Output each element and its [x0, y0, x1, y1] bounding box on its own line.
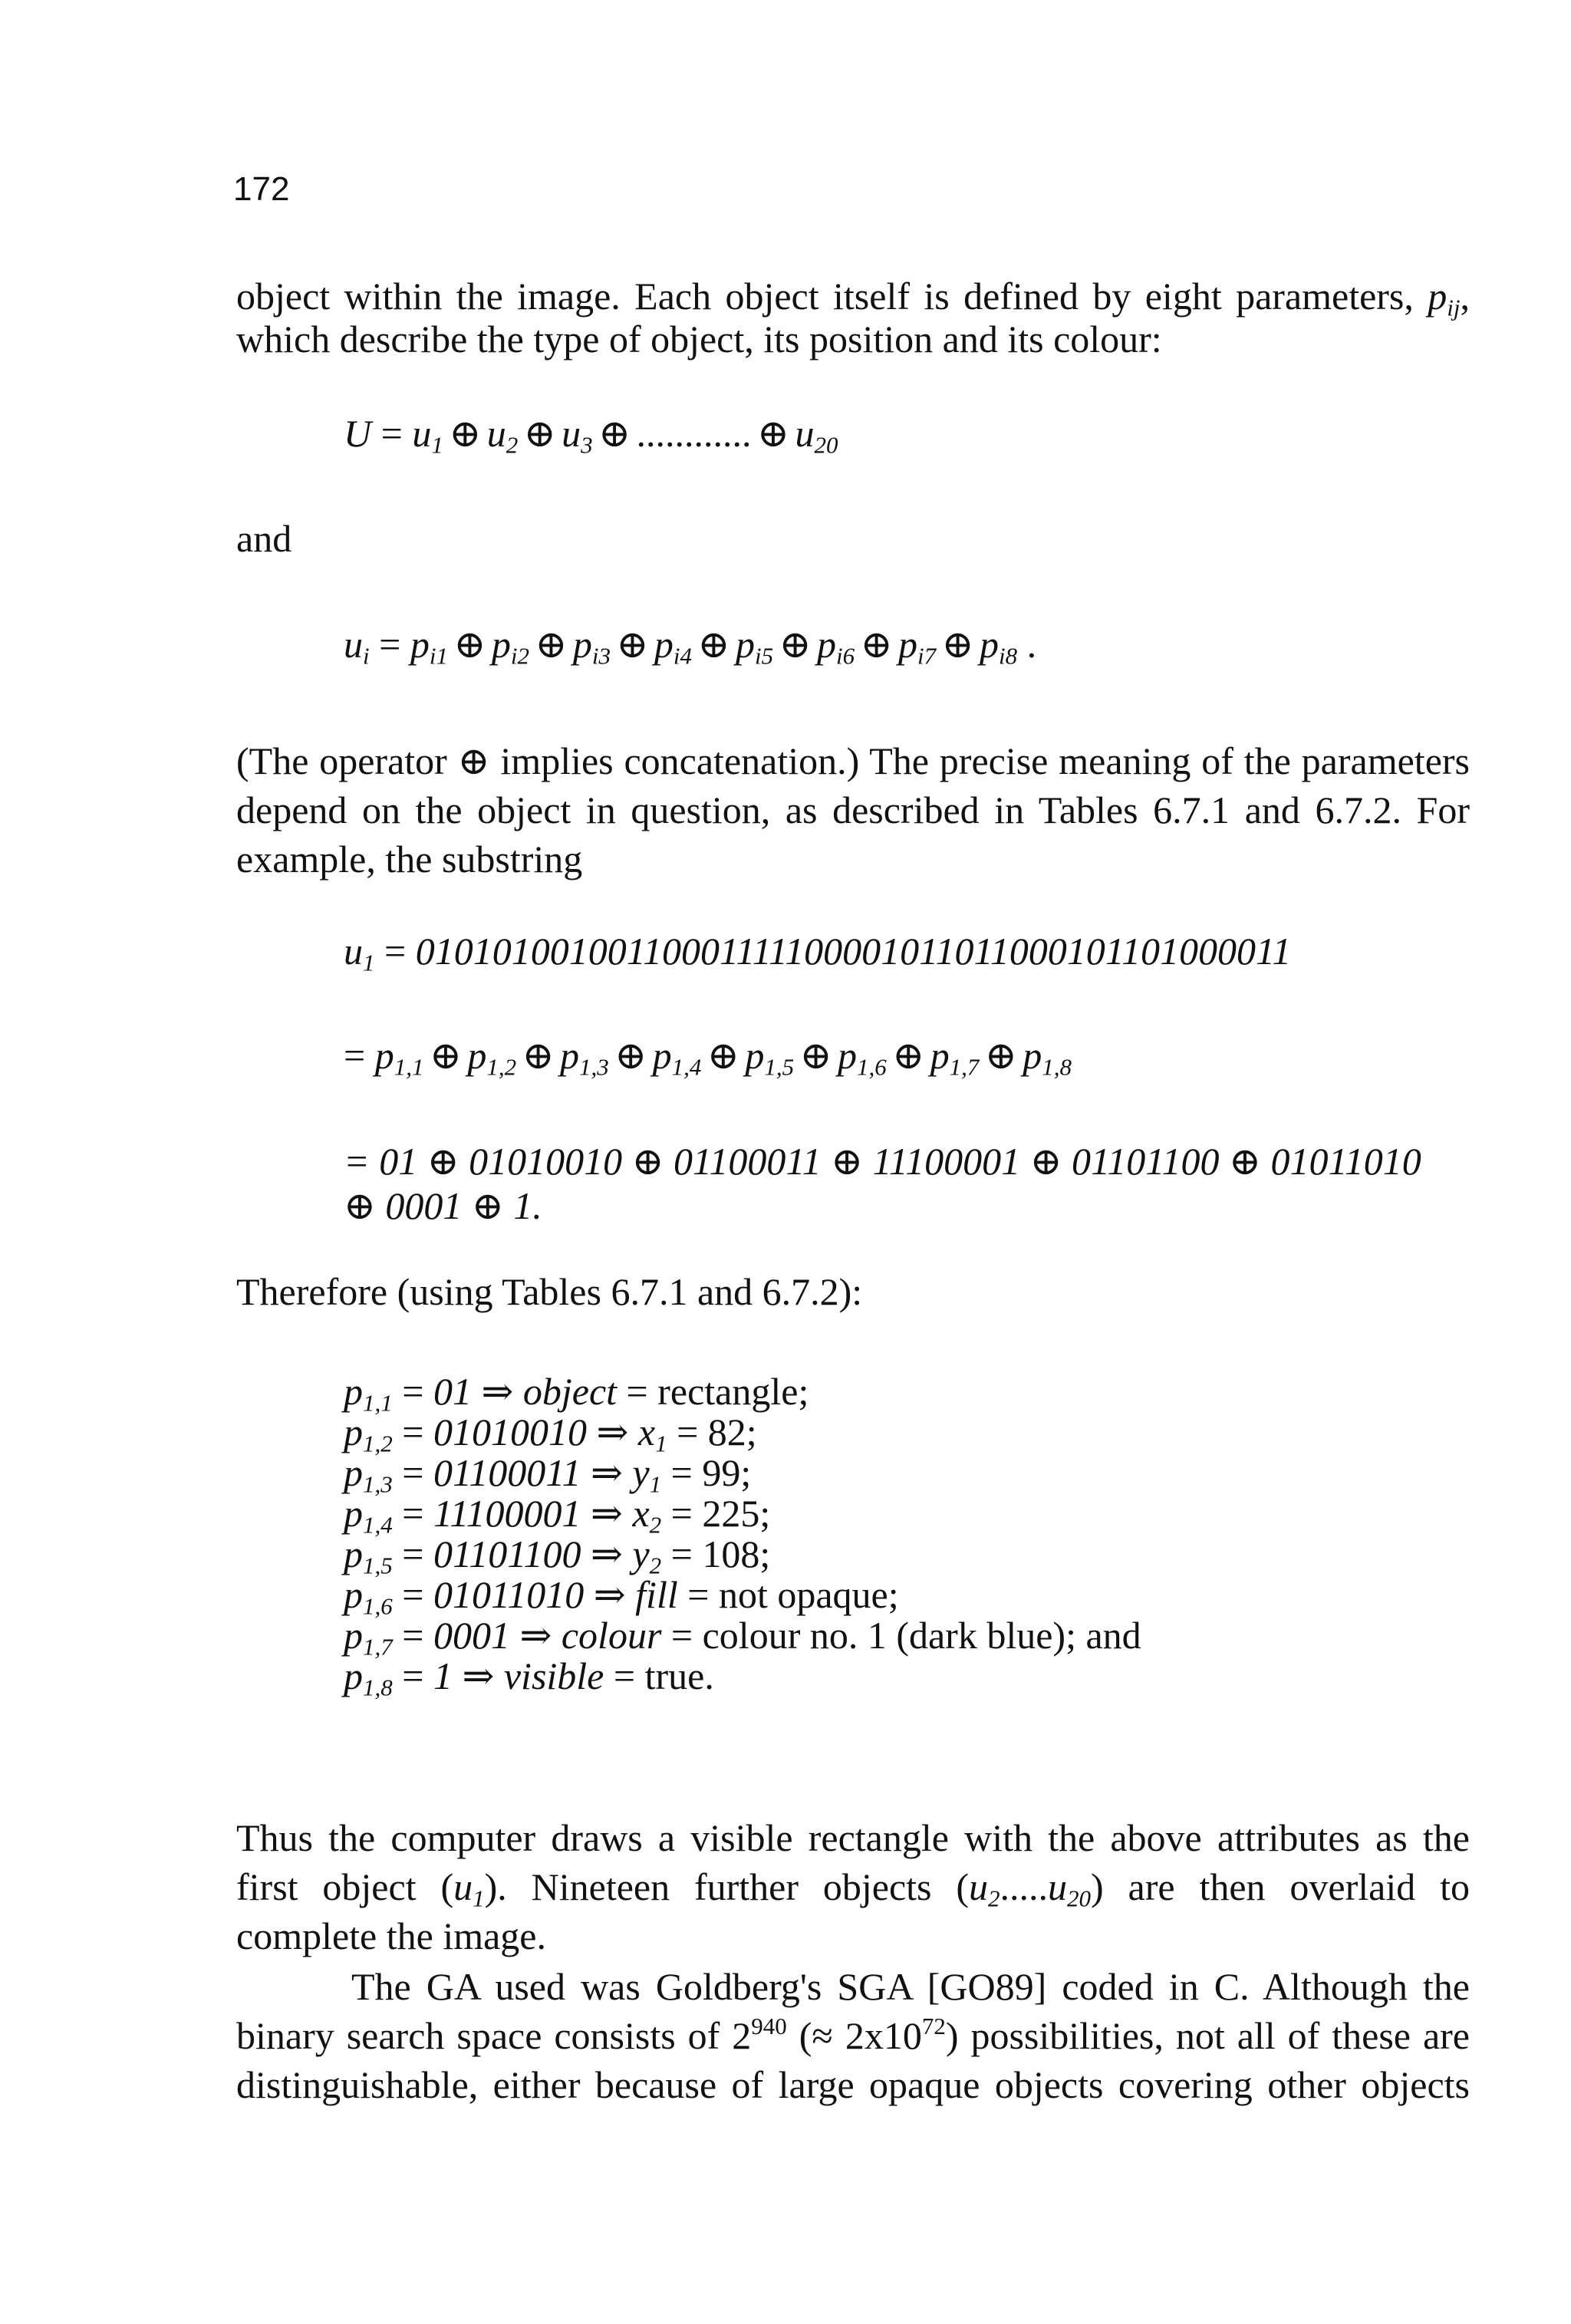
parameter-row: $p_{1,5} = 01101100$ ⇒ $y_2 = 108$;: [344, 1532, 771, 1579]
thus-line-2: first object $(u_1)$. Nineteen further objects $(u_2.....u_{20})$ are then overlaid to: [236, 1865, 1470, 1912]
parameter-row: $p_{1,8} = 1$ ⇒ visible = true.: [344, 1654, 714, 1701]
concat-line-1: (The operator ⊕ implies concatenation.) The precise meaning of the parameters: [236, 739, 1470, 782]
therefore-line: Therefore (using Tables 6.7.1 and 6.7.2):: [236, 1270, 863, 1313]
equation-bit-groups-1: = 01 ⊕ 01010010 ⊕ 01100011 ⊕ 11100001 ⊕ 01101100 ⊕ 01011010: [344, 1140, 1421, 1183]
equation-p-list: = $p_{1,1}$ ⊕ $p_{1,2}$ ⊕ $p_{1,3}$ ⊕ $p_{1,4}$ ⊕ $p_{1,5}$ ⊕ $p_{1,6}$ ⊕ $p_{1,7}$ ⊕ $p_{1,8}$: [344, 1034, 1072, 1081]
parameter-row: $p_{1,7} = 0001$ ⇒ colour = colour no. 1 (dark blue); and: [344, 1614, 1141, 1661]
ga-line-3: distinguishable, either because of large opaque objects covering other objects: [236, 2063, 1470, 2106]
parameter-row: $p_{1,4} = 11100001$ ⇒ $x_2 = 225$;: [344, 1492, 771, 1539]
equation-bit-groups-2: ⊕ 0001 ⊕ 1.: [344, 1184, 542, 1227]
thus-line-3: complete the image.: [236, 1914, 547, 1957]
intro-line-1: object within the image. Each object itself is defined by eight parameters, $p_{ij}$,: [236, 275, 1470, 321]
parameter-row: $p_{1,3} = 01100011$ ⇒ $y_1 = 99$;: [344, 1451, 752, 1498]
and-word: and: [236, 517, 292, 560]
ga-line-2: binary search space consists of $2^{940}$ (≈ $2x10^{72}$) possibilities, not all of these are: [236, 2012, 1470, 2057]
parameter-row: $p_{1,1} = 01$ ⇒ object = rectangle;: [344, 1370, 809, 1417]
equation-ui: $u_i = p_{i1}$ ⊕ $p_{i2}$ ⊕ $p_{i3}$ ⊕ $p_{i4}$ ⊕ $p_{i5}$ ⊕ $p_{i6}$ ⊕ $p_{i7}$ ⊕ $p_{i8}$ .: [344, 623, 1037, 670]
p-ij-symbol: $p_{ij}$: [1428, 275, 1461, 321]
equation-U: $U = u_1$ ⊕ $u_2$ ⊕ $u_3$ ⊕ ............ ⊕ $u_{20}$: [344, 412, 838, 459]
concat-line-3: example, the substring: [236, 838, 583, 881]
page-number: 172: [233, 170, 290, 208]
parameter-row: $p_{1,6} = 01011010$ ⇒ fill = not opaque;: [344, 1573, 899, 1620]
equation-u1-bits: $u_1 = 01010100100110001111100001011011000101101000011$: [344, 930, 1292, 976]
intro-line-2: which describe the type of object, its position and its colour:: [236, 318, 1162, 360]
intro-text-1: object within the image. Each object itself is defined by eight parameters,: [236, 275, 1414, 318]
parameter-row: $p_{1,2} = 01010010$ ⇒ $x_1 = 82$;: [344, 1411, 757, 1457]
concat-line-2: depend on the object in question, as described in Tables 6.7.1 and 6.7.2. For: [236, 788, 1470, 831]
ga-line-1: The GA used was Goldberg's SGA [GO89] coded in C. Although the: [351, 1965, 1470, 2008]
thus-line-1: Thus the computer draws a visible rectangle with the above attributes as the: [236, 1816, 1470, 1859]
